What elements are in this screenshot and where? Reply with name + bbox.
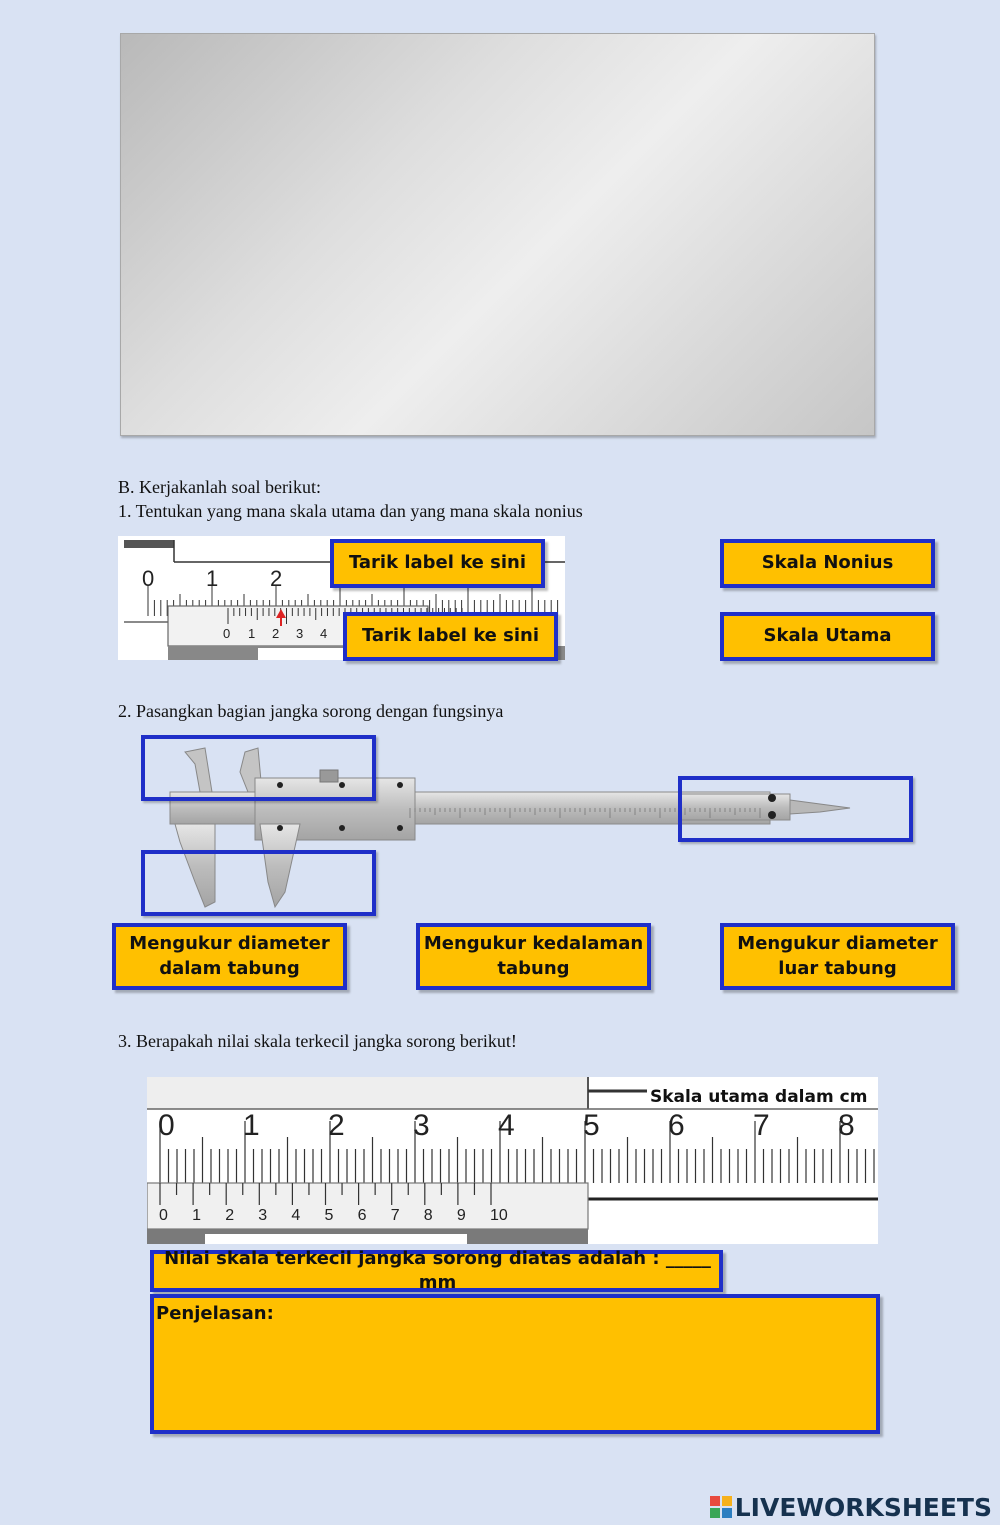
q3-main-label: 2 — [328, 1109, 345, 1142]
q3-vernier-label: 1 — [192, 1207, 201, 1224]
q1-vernier-label-3: 3 — [296, 626, 304, 641]
main-scale-caption: Skala utama dalam cm — [650, 1087, 868, 1107]
q1-main-label-1: 1 — [206, 566, 219, 591]
drag-label-kedalaman[interactable]: Mengukur kedalaman tabung — [416, 923, 651, 990]
q3-main-label: 8 — [838, 1109, 855, 1142]
q1-main-label-0: 0 — [142, 566, 155, 591]
q3-vernier-label: 2 — [225, 1207, 235, 1224]
q1-vernier-label-1: 1 — [248, 626, 256, 641]
q3-main-label: 3 — [413, 1109, 430, 1142]
dropzone-inner-jaws[interactable] — [141, 735, 376, 801]
drag-label-diameter-dalam[interactable]: Mengukur diameter dalam tabung — [112, 923, 347, 990]
question-2-text: 2. Pasangkan bagian jangka sorong dengan fungsinya — [118, 701, 504, 721]
q3-main-label: 1 — [243, 1109, 260, 1142]
q3-vernier-label: 4 — [291, 1207, 301, 1224]
liveworksheets-logo-text: LIVEWORKSHEETS — [734, 1492, 992, 1522]
q3-main-label: 7 — [753, 1109, 770, 1142]
liveworksheets-logo-icon — [710, 1496, 732, 1518]
drag-label-skala-utama[interactable]: Skala Utama — [720, 612, 935, 661]
q1-vernier-label-4: 4 — [320, 626, 328, 641]
q3-vernier-label: 8 — [423, 1207, 433, 1224]
q3-main-label: 4 — [498, 1109, 515, 1142]
q3-vernier-label: 3 — [258, 1207, 268, 1224]
q3-main-label: 0 — [158, 1109, 175, 1142]
q3-main-label: 6 — [668, 1109, 685, 1142]
q1-vernier-label-2: 2 — [272, 626, 280, 641]
drag-label-diameter-luar[interactable]: Mengukur diameter luar tabung — [720, 923, 955, 990]
explanation-label: Penjelasan: — [156, 1303, 274, 1324]
answer-prompt[interactable]: Nilai skala terkecil jangka sorong diatas adalah : _____ mm — [150, 1250, 723, 1292]
dropzone-bottom[interactable]: Tarik label ke sini — [343, 612, 558, 661]
section-heading: B. Kerjakanlah soal berikut: — [118, 477, 321, 497]
dropzone-depth-rod[interactable] — [678, 776, 913, 842]
vernier-scale-image-2 — [147, 1077, 878, 1244]
q3-vernier-label: 5 — [324, 1207, 334, 1224]
explanation-box[interactable] — [150, 1294, 880, 1434]
drag-label-skala-nonius[interactable]: Skala Nonius — [720, 539, 935, 588]
question-3-text: 3. Berapakah nilai skala terkecil jangka sorong berikut! — [118, 1031, 517, 1051]
q3-vernier-label: 7 — [390, 1207, 400, 1224]
q3-vernier-label: 6 — [357, 1207, 367, 1224]
q3-vernier-label: 10 — [490, 1207, 508, 1224]
question-1-text: 1. Tentukan yang mana skala utama dan yang mana skala nonius — [118, 501, 583, 521]
q3-main-label: 5 — [583, 1109, 600, 1142]
dropzone-outer-jaws[interactable] — [141, 850, 376, 916]
q1-vernier-label-0: 0 — [223, 626, 231, 641]
q3-vernier-label: 0 — [159, 1207, 168, 1224]
dropzone-top[interactable]: Tarik label ke sini — [330, 539, 545, 588]
q1-main-label-2: 2 — [270, 566, 283, 591]
liveworksheets-logo[interactable] — [710, 1493, 992, 1521]
q3-vernier-label: 9 — [456, 1207, 466, 1224]
worksheet-image-placeholder — [120, 33, 875, 436]
